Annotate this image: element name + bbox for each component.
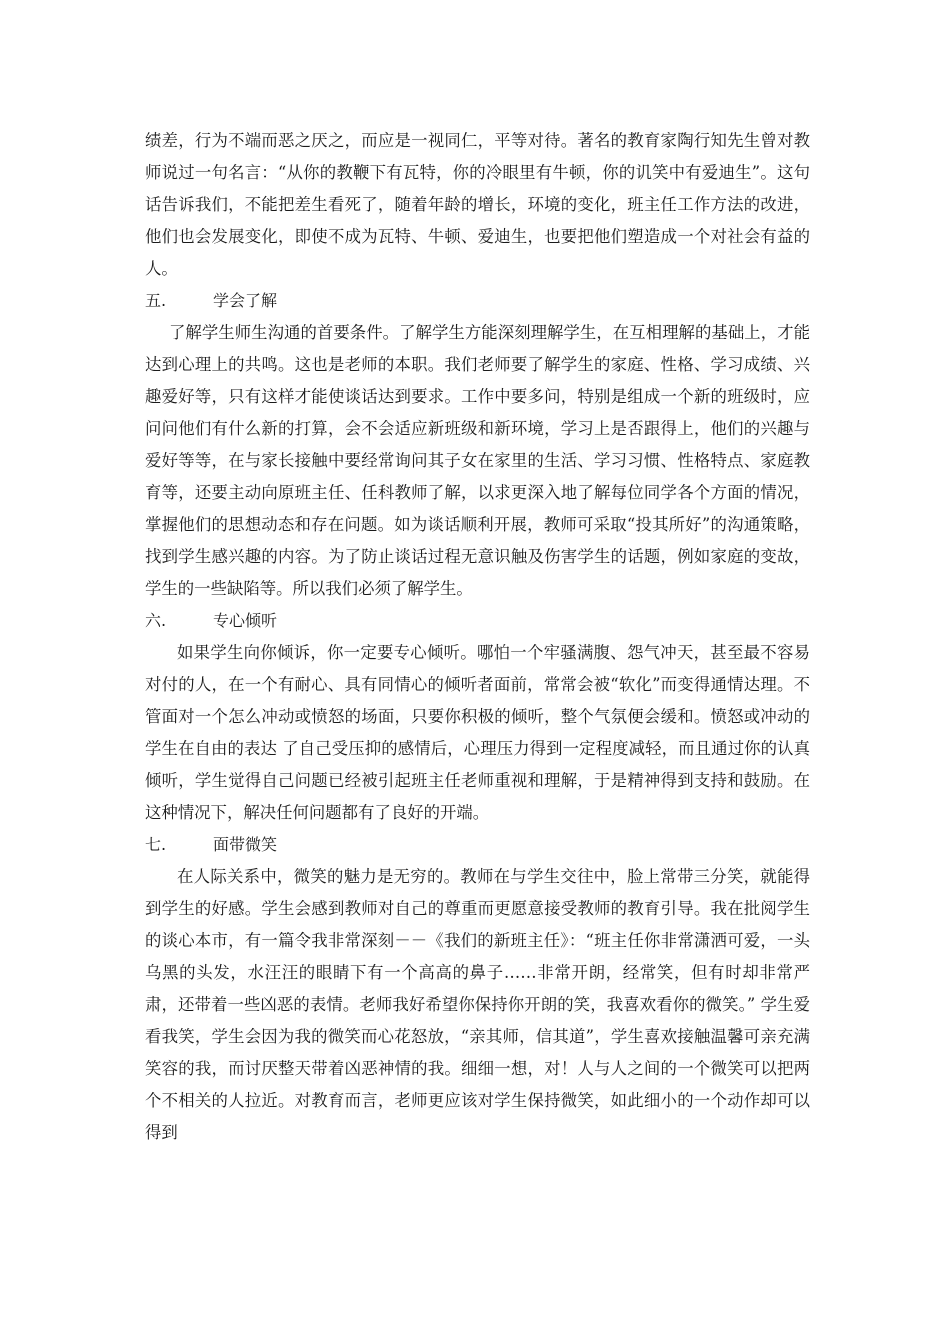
section-title: 面带微笑 (213, 835, 278, 854)
body-paragraph: 在人际关系中，微笑的魅力是无穷的。教师在与学生交往中，脸上常带三分笑，就能得到学生的好感。学生会感到教师对自己的尊重而更愿意接受教师的教育引导。我在批阅学生的谈心本市，有一篇令我非常深刻－－《我们的新班主任》：“班主任你非常潇洒可爱，一头乌黑的头发，水汪汪的眼睛下有一个高高的鼻子……非常开朗，经常笑，但有时却非常严肃，还带着一些凶恶的表情。老师我好希望你保持你开朗的笑，我喜欢看你的微笑。” 学生爱看我笑，学生会因为我的微笑而心花怒放，“亲其师，信其道”，学生喜欢接触温馨可亲充满笑容的我，而讨厌整天带着凶恶神情的我。细细一想，对！人与人之间的一个微笑可以把两个不相关的人拉近。对教育而言，老师更应该对学生保持微笑，如此细小的一个动作却可以得到 (145, 867, 810, 1142)
section-number: 六. (145, 611, 167, 630)
section-heading-6 (145, 605, 810, 637)
body-paragraph: 如果学生向你倾诉，你一定要专心倾听。哪怕一个牢骚满腹、怨气冲天，甚至最不容易对付的人，在一个有耐心、具有同情心的倾听者面前，常常会被“软化”而变得通情达理。不管面对一个怎么冲动或愤怒的场面，只要你积极的倾听，整个气氛便会缓和。愤怒或冲动的学生在自由的表达 了自己受压抑的感情后，心理压力得到一定程度减轻，而且通过你的认真倾听，学生觉得自己问题已经被引起班主任老师重视和理解，于是精神得到支持和鼓励。在这种情况下，解决任何问题都有了良好的开端。 (145, 643, 810, 822)
section-title: 专心倾听 (213, 611, 278, 630)
body-paragraph: 绩差，行为不端而恶之厌之，而应是一视同仁，平等对待。著名的教育家陶行知先生曾对教师说过一句名言：“从你的教鞭下有瓦特，你的冷眼里有牛顿，你的讥笑中有爱迪生”。这句话告诉我们，不能把差生看死了，随着年龄的增长，环境的变化，班主任工作方法的改进，他们也会发展变化，即使不成为瓦特、牛顿、爱迪生，也要把他们塑造成一个对社会有益的人。 (145, 131, 810, 278)
section-heading-7 (145, 829, 810, 861)
section-heading-5 (145, 285, 810, 317)
section-number: 七. (145, 835, 167, 854)
body-paragraph: 了解学生师生沟通的首要条件。了解学生方能深刻理解学生，在互相理解的基础上，才能达到心理上的共鸣。这也是老师的本职。我们老师要了解学生的家庭、性格、学习成绩、兴趣爱好等，只有这样才能使谈话达到要求。工作中要多问，特别是组成一个新的班级时，应问问他们有什么新的打算，会不会适应新班级和新环境，学习上是否跟得上，他们的兴趣与爱好等等，在与家长接触中要经常询问其子女在家里的生活、学习习惯、性格特点、家庭教育等，还要主动向原班主任、任科教师了解，以求更深入地了解每位同学各个方面的情况，掌握他们的思想动态和存在问题。如为谈话顺利开展，教师可采取“投其所好”的沟通策略，找到学生感兴趣的内容。为了防止谈话过程无意识触及伤害学生的话题，例如家庭的变故，学生的一些缺陷等。所以我们必须了解学生。 (145, 323, 810, 598)
document-page (145, 125, 810, 1149)
section-title: 学会了解 (213, 291, 278, 310)
section-number: 五. (145, 291, 167, 310)
